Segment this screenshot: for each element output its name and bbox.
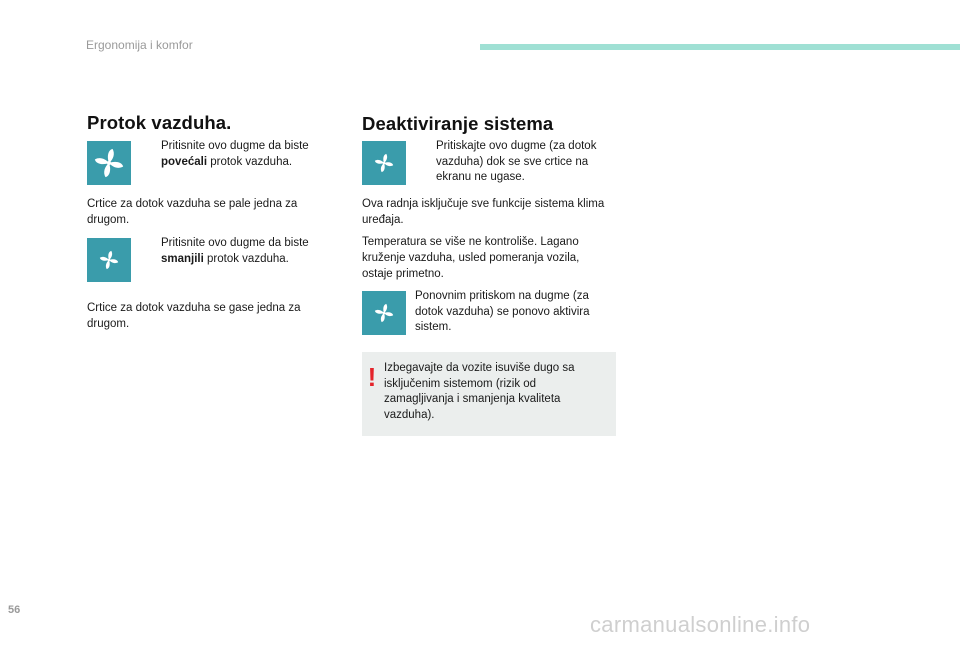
fan-icon [373, 302, 395, 324]
fan-reactivate-button[interactable] [362, 291, 406, 335]
fan-icon [98, 249, 120, 271]
increase-instruction: Pritisnite ovo dugme da biste povećali protok vazduha. [161, 140, 309, 168]
fan-icon [92, 146, 126, 180]
header-accent-bar [480, 44, 960, 50]
fan-decrease-button[interactable] [87, 238, 131, 282]
warning-box [362, 352, 616, 436]
temperature-note: Temperatura se više ne kontroliše. Lagano kruženje vazduha, usled pomeranja vozila, ostaje primetno. [362, 236, 580, 280]
off-description: Ova radnja isključuje sve funkcije sistema klima uređaja. [362, 198, 605, 226]
watermark: carmanualsonline.info [590, 612, 811, 637]
airflow-title: Protok vazduha. [87, 112, 232, 133]
decrease-description: Crtice za dotok vazduha se gase jedna za drugom. [87, 302, 301, 330]
fan-icon [373, 152, 395, 174]
warning-icon: ! [367, 362, 377, 392]
off-instruction: Pritiskajte ovo dugme (za dotok vazduha) dok se sve crtice na ekranu ne ugase. [436, 140, 597, 183]
reactivate-instruction: Ponovnim pritiskom na dugme (za dotok vazduha) se ponovo aktivira sistem. [415, 290, 590, 333]
fan-increase-button[interactable] [87, 141, 131, 185]
section-header: Ergonomija i komfor [86, 38, 193, 52]
page-number: 56 [8, 604, 21, 616]
increase-description: Crtice za dotok vazduha se pale jedna za drugom. [87, 198, 298, 226]
warning-text: Izbegavajte da vozite isuviše dugo sa isključenim sistemom (rizik od zamagljivanja i smanjenja kvaliteta vazduha). [384, 362, 575, 421]
fan-off-button[interactable] [362, 141, 406, 185]
decrease-instruction: Pritisnite ovo dugme da biste smanjili protok vazduha. [161, 237, 309, 265]
deactivation-title: Deaktiviranje sistema [362, 113, 554, 134]
